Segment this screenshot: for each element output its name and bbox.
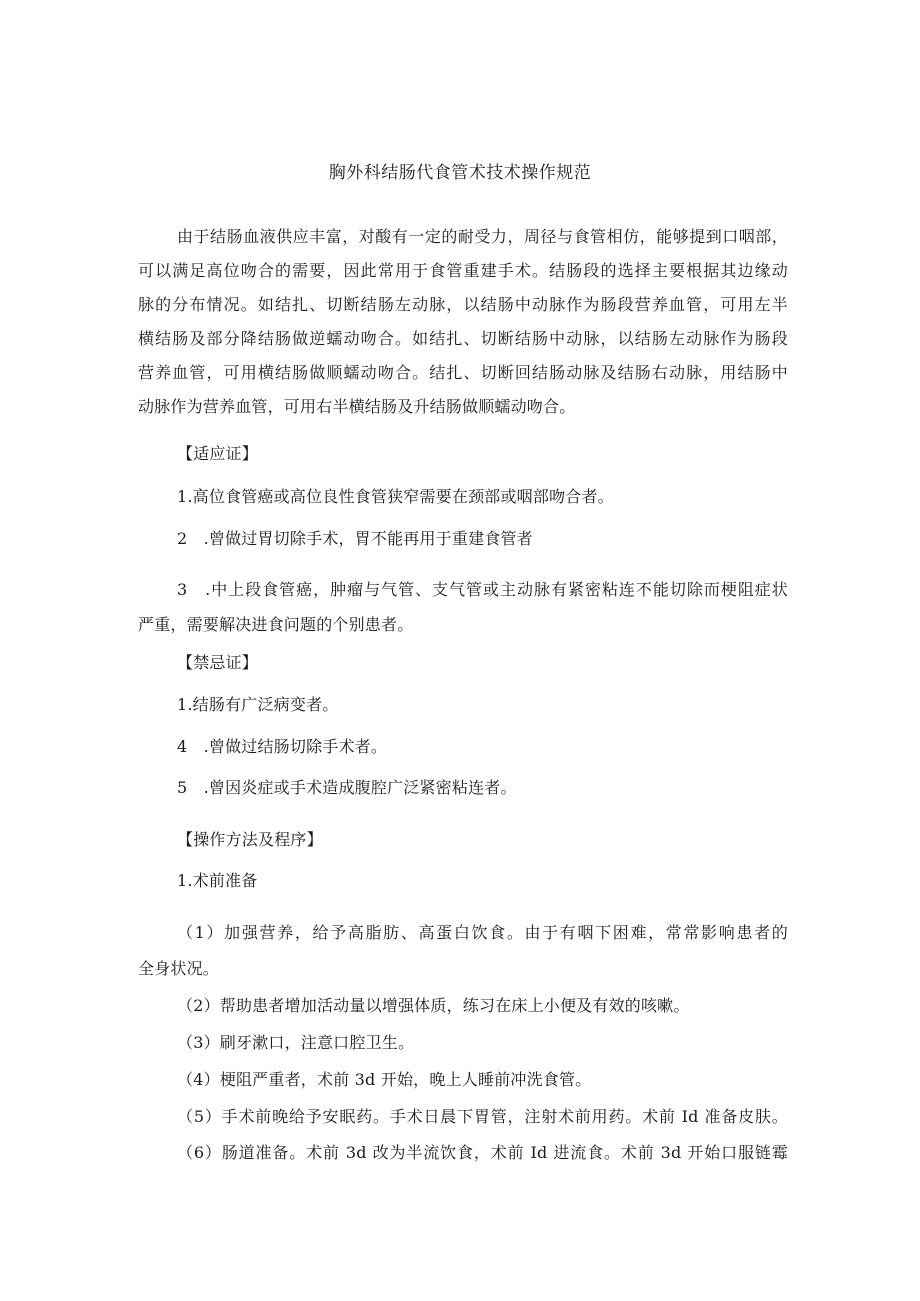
procedure-step: （1）加强营养，给予高脂肪、高蛋白饮食。由于有咽下困难，常常影响患者的 (177, 923, 788, 942)
indication-item: 1.高位食管癌或高位良性食管狭窄需要在颈部或咽部吻合者。 (177, 487, 614, 506)
procedure-step: （3）刷牙漱口，注意口腔卫生。 (177, 1033, 415, 1052)
intro-line: 横结肠及部分降结肠做逆蠕动吻合。如结扎、切断结肠中动脉，以结肠左动脉作为肠段 (138, 329, 788, 348)
procedure-step: （5）手术前晚给予安眠药。手术日晨下胃管，注射术前用药。术前 Id 准备皮肤。 (177, 1107, 788, 1126)
intro-line: 可以满足高位吻合的需要，因此常用于食管重建手术。结肠段的选择主要根据其边缘动 (138, 261, 788, 280)
procedure-step: （4）梗阻严重者，术前 3d 开始，晚上人睡前冲洗食管。 (177, 1070, 592, 1089)
intro-line: 营养血管，可用横结肠做顺蠕动吻合。结扎、切断回结肠动脉及结肠右动脉，用结肠中 (138, 363, 788, 382)
intro-line: 由于结肠血液供应丰富，对酸有一定的耐受力，周径与食管相仿，能够提到口咽部， (177, 227, 788, 246)
procedure-heading: 【操作方法及程序】 (177, 830, 323, 849)
procedure-step-continued: 全身状况。 (138, 959, 220, 978)
contraindication-item: 1.结肠有广泛病变者。 (177, 695, 339, 714)
indication-item: 3 .中上段食管癌，肿瘤与气管、支气管或主动脉有紧密粘连不能切除而梗阻症状 (177, 580, 788, 599)
indications-heading: 【适应证】 (177, 444, 259, 463)
contraindication-item: 4 .曾做过结肠切除手术者。 (177, 737, 388, 756)
intro-line: 脉的分布情况。如结扎、切断结肠左动脉，以结肠中动脉作为肠段营养血管，可用左半 (138, 295, 788, 314)
preop-heading: 1.术前准备 (177, 871, 258, 890)
procedure-step: （6）肠道准备。术前 3d 改为半流饮食，术前 Id 进流食。术前 3d 开始口服链霉 (177, 1143, 788, 1162)
indication-item: 2 .曾做过胃切除手术，胃不能再用于重建食管者 (177, 529, 533, 548)
intro-line: 动脉作为营养血管，可用右半横结肠及升结肠做顺蠕动吻合。 (138, 397, 576, 416)
document-title: 胸外科结肠代食管术技术操作规范 (328, 163, 592, 183)
procedure-step: （2）帮助患者增加活动量以增强体质，练习在床上小便及有效的咳嗽。 (177, 996, 690, 1015)
contraindication-item: 5 .曾因炎症或手术造成腹腔广泛紧密粘连者。 (177, 778, 517, 797)
indication-item-continued: 严重，需要解决进食问题的个别患者。 (138, 615, 414, 634)
contraindications-heading: 【禁忌证】 (177, 653, 259, 672)
